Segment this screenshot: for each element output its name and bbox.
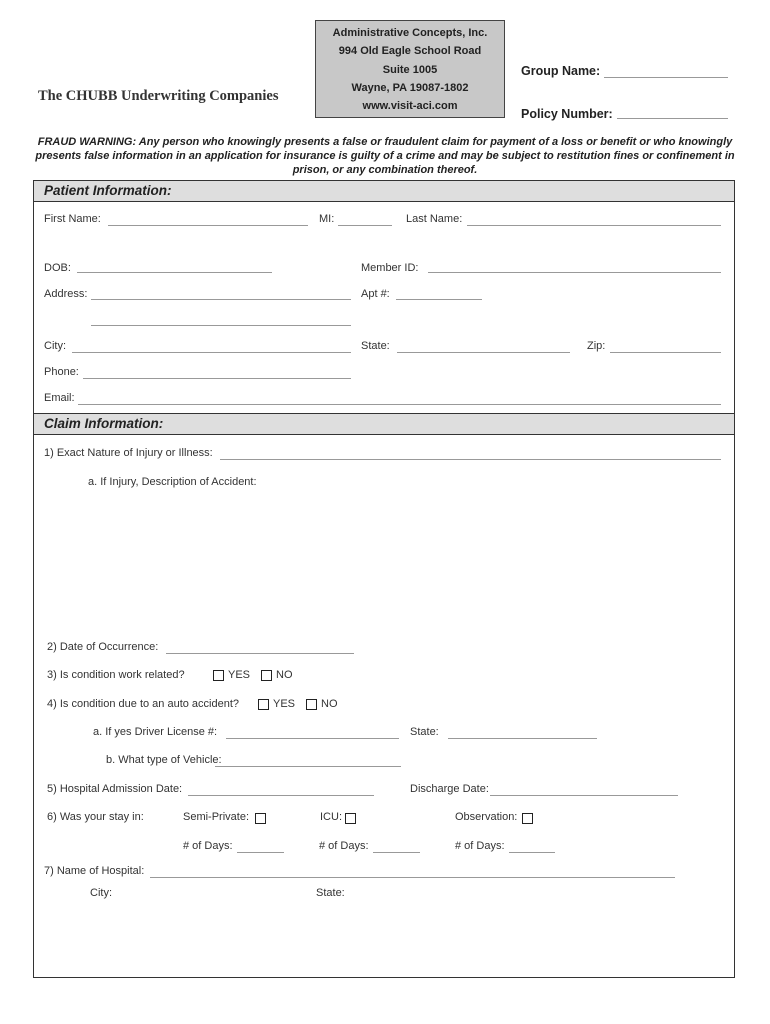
- q4b-label: b. What type of Vehicle:: [106, 754, 222, 766]
- zip-field[interactable]: [610, 352, 721, 353]
- injury-nature-field[interactable]: [220, 459, 721, 460]
- q1a-label: a. If Injury, Description of Accident:: [88, 476, 257, 488]
- auto-accident-no-checkbox[interactable]: [306, 699, 317, 710]
- policy-number-field[interactable]: [617, 118, 728, 119]
- phone-field[interactable]: [83, 378, 351, 379]
- claim-information-header: Claim Information:: [33, 413, 735, 435]
- address-line: Administrative Concepts, Inc.: [332, 27, 488, 39]
- date-of-occurrence-field[interactable]: [166, 653, 354, 654]
- fraud-warning: FRAUD WARNING: Any person who knowingly presents a false or fraudulent claim for payment of a loss or benefit or who knowingly presents false information in an application for insurance is guilty of a crime and may be subject to restitution fines or confinement in prison, or any combination thereof.: [35, 136, 735, 176]
- mi-label: MI:: [319, 213, 335, 225]
- q5-label: 5) Hospital Admission Date:: [47, 783, 183, 795]
- no-label: NO: [276, 669, 293, 681]
- observation-days-field[interactable]: [509, 852, 555, 853]
- yes-label: YES: [273, 698, 296, 710]
- observation-days-label: # of Days:: [455, 840, 505, 852]
- address-line: Wayne, PA 19087-1802: [351, 81, 469, 94]
- city-label: City:: [44, 340, 66, 352]
- mi-field[interactable]: [338, 225, 392, 226]
- work-related-yes-checkbox[interactable]: [213, 670, 224, 681]
- member-id-label: Member ID:: [361, 262, 419, 274]
- hospital-state-label: State:: [316, 887, 345, 899]
- first-name-field[interactable]: [108, 225, 308, 226]
- yes-label: YES: [228, 669, 251, 681]
- observation-label: Observation:: [455, 811, 518, 823]
- apt-field[interactable]: [396, 299, 482, 300]
- semi-private-days-field[interactable]: [237, 852, 284, 853]
- work-related-no-checkbox[interactable]: [261, 670, 272, 681]
- zip-label: Zip:: [587, 340, 606, 352]
- accident-description-area[interactable]: [88, 492, 721, 622]
- address-line: 994 Old Eagle School Road: [338, 45, 482, 58]
- icu-label: ICU:: [320, 811, 342, 823]
- icu-days-field[interactable]: [373, 852, 420, 853]
- email-field[interactable]: [78, 404, 721, 405]
- icu-days-label: # of Days:: [319, 840, 369, 852]
- q6-label: 6) Was your stay in:: [47, 811, 144, 823]
- phone-label: Phone:: [44, 366, 79, 378]
- city-field[interactable]: [72, 352, 351, 353]
- q2-label: 2) Date of Occurrence:: [47, 641, 159, 653]
- license-state-field[interactable]: [448, 738, 597, 739]
- group-name-field[interactable]: [604, 77, 728, 78]
- group-name-label: Group Name:: [521, 64, 601, 78]
- license-state-label: State:: [410, 726, 439, 738]
- last-name-label: Last Name:: [406, 213, 463, 225]
- no-label: NO: [321, 698, 338, 710]
- q3-label: 3) Is condition work related?: [47, 669, 185, 681]
- address-line: www.visit-aci.com: [362, 100, 458, 113]
- discharge-date-label: Discharge Date:: [410, 783, 489, 795]
- dob-label: DOB:: [44, 262, 71, 274]
- discharge-date-field[interactable]: [490, 795, 678, 796]
- patient-information-header: Patient Information:: [33, 180, 735, 202]
- q4-label: 4) Is condition due to an auto accident?: [47, 698, 240, 710]
- last-name-field[interactable]: [467, 225, 721, 226]
- address-label: Address:: [44, 288, 88, 300]
- q7-label: 7) Name of Hospital:: [44, 865, 145, 877]
- email-label: Email:: [44, 392, 75, 404]
- admission-date-field[interactable]: [188, 795, 374, 796]
- member-id-field[interactable]: [428, 272, 721, 273]
- semi-private-label: Semi-Private:: [183, 811, 250, 823]
- driver-license-field[interactable]: [226, 738, 399, 739]
- semi-private-checkbox[interactable]: [255, 813, 266, 824]
- company-name: The CHUBB Underwriting Companies: [38, 88, 279, 104]
- administrator-address-box: [315, 20, 505, 118]
- policy-number-label: Policy Number:: [521, 107, 613, 121]
- icu-checkbox[interactable]: [345, 813, 356, 824]
- dob-field[interactable]: [77, 272, 272, 273]
- state-label: State:: [361, 340, 390, 352]
- hospital-city-label: City:: [90, 887, 112, 899]
- state-field[interactable]: [397, 352, 570, 353]
- observation-checkbox[interactable]: [522, 813, 533, 824]
- address-line: Suite 1005: [382, 63, 438, 76]
- address-line-2-field[interactable]: [91, 325, 351, 326]
- semi-private-days-label: # of Days:: [183, 840, 233, 852]
- q4a-label: a. If yes Driver License #:: [93, 726, 218, 738]
- auto-accident-yes-checkbox[interactable]: [258, 699, 269, 710]
- address-field[interactable]: [91, 299, 351, 300]
- hospital-name-field[interactable]: [150, 877, 675, 878]
- q1-label: 1) Exact Nature of Injury or Illness:: [44, 447, 213, 459]
- apt-label: Apt #:: [361, 288, 390, 300]
- first-name-label: First Name:: [44, 213, 101, 225]
- vehicle-type-field[interactable]: [215, 766, 401, 767]
